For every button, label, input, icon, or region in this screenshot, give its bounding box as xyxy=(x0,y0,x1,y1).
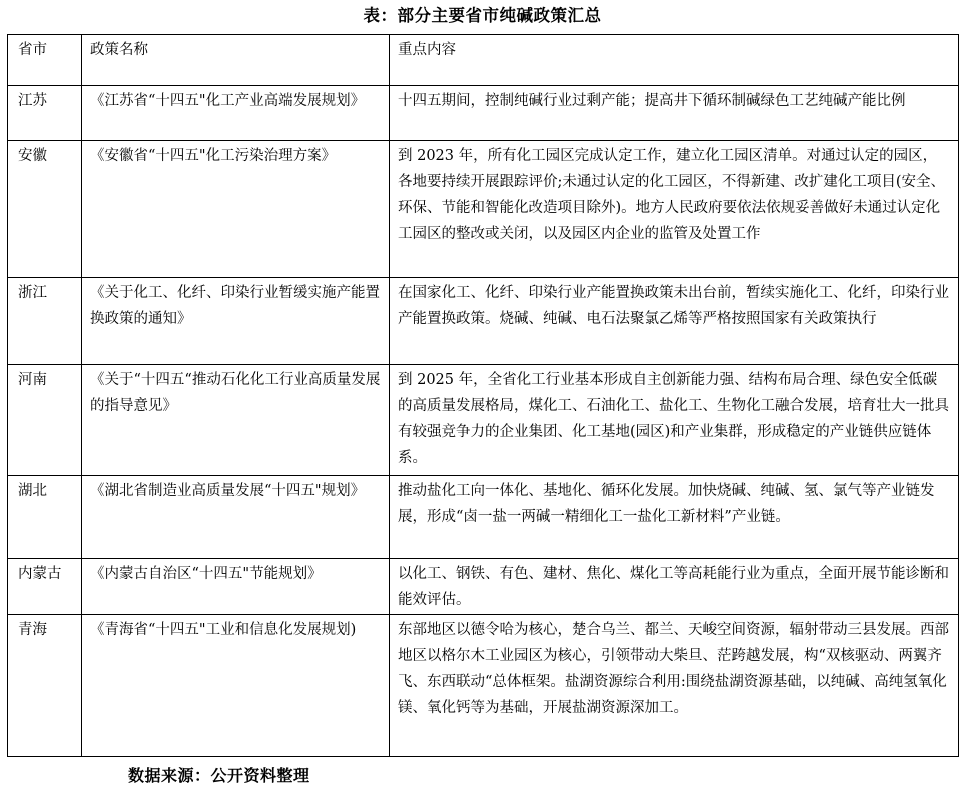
policy-cell: 《内蒙古自治区“十四五"节能规划》 xyxy=(82,559,390,615)
content-cell: 在国家化工、化纤、印染行业产能置换政策未出台前，暂续实施化工、化纤，印染行业产能置换政策。烧碱、纯碱、电石法聚氯乙烯等严格按照国家有关政策执行 xyxy=(390,278,959,365)
policy-cell: 《关于化工、化纤、印染行业暂缓实施产能置换政策的通知》 xyxy=(82,278,390,365)
content-cell: 以化工、钢铁、有色、建材、焦化、煤化工等高耗能行业为重点，全面开展节能诊断和能效评估。 xyxy=(390,559,959,615)
province-cell: 青海 xyxy=(8,615,82,757)
table-row xyxy=(8,476,959,559)
policy-table xyxy=(7,34,959,757)
table-row xyxy=(8,141,959,278)
policy-cell: 《湖北省制造业高质量发展“十四五"规划》 xyxy=(82,476,390,559)
content-cell: 十四五期间，控制纯碱行业过剩产能；提高井下循环制碱绿色工艺纯碱产能比例 xyxy=(390,86,959,141)
header-province: 省市 xyxy=(8,35,82,86)
province-cell: 湖北 xyxy=(8,476,82,559)
province-cell: 安徽 xyxy=(8,141,82,278)
policy-cell: 《青海省“十四五"工业和信息化发展规划) xyxy=(82,615,390,757)
content-cell: 推动盐化工向一体化、基地化、循环化发展。加快烧碱、纯碱、氢、氯气等产业链发展，形成“卤一盐一两碱一精细化工一盐化工新材料”产业链。 xyxy=(390,476,959,559)
table-header-row xyxy=(8,35,959,86)
content-cell: 到 2023 年，所有化工园区完成认定工作，建立化工园区清单。对通过认定的园区，各地要持续开展跟踪评价;未通过认定的化工园区，不得新建、改扩建化工项目(安全、环保、节能和智能化改造项目除外)。地方人民政府要依法依规妥善做好未通过认定化工园区的整改或关闭，以及园区内企业的监管及处置工作 xyxy=(390,141,959,278)
policy-cell: 《江苏省“十四五"化工产业高端发展规划》 xyxy=(82,86,390,141)
table-row xyxy=(8,86,959,141)
content-cell: 东部地区以德令哈为核心，楚合乌兰、都兰、天峻空间资源，辐射带动三县发展。西部地区以格尔木工业园区为核心，引领带动大柴旦、茫跨越发展，构“双核驱动、两翼齐飞、东西联动“总体框架。盐湖资源综合利用:围绕盐湖资源基础，以纯碱、高纯氢氧化镁、氧化钙等为基础，开展盐湖资源深加工。 xyxy=(390,615,959,757)
content-cell: 到 2025 年，全省化工行业基本形成自主创新能力强、结构布局合理、绿色安全低碳的高质量发展格局，煤化工、石油化工、盐化工、生物化工融合发展，培育壮大一批具有较强竞争力的企业集团、化工基地(园区)和产业集群，形成稳定的产业链供应链体系。 xyxy=(390,365,959,476)
data-source-note: 数据来源：公开资料整理 xyxy=(128,766,310,785)
province-cell: 河南 xyxy=(8,365,82,476)
header-policy-name: 政策名称 xyxy=(82,35,390,86)
province-cell: 浙江 xyxy=(8,278,82,365)
header-key-content: 重点内容 xyxy=(390,35,959,86)
policy-cell: 《关于“十四五“推动石化化工行业高质量发展的指导意见》 xyxy=(82,365,390,476)
province-cell: 江苏 xyxy=(8,86,82,141)
province-cell: 内蒙古 xyxy=(8,559,82,615)
table-caption: 表：部分主要省市纯碱政策汇总 xyxy=(363,6,602,25)
table-row xyxy=(8,559,959,615)
table-row xyxy=(8,615,959,757)
table-row xyxy=(8,365,959,476)
table-row xyxy=(8,278,959,365)
policy-cell: 《安徽省“十四五"化工污染治理方案》 xyxy=(82,141,390,278)
